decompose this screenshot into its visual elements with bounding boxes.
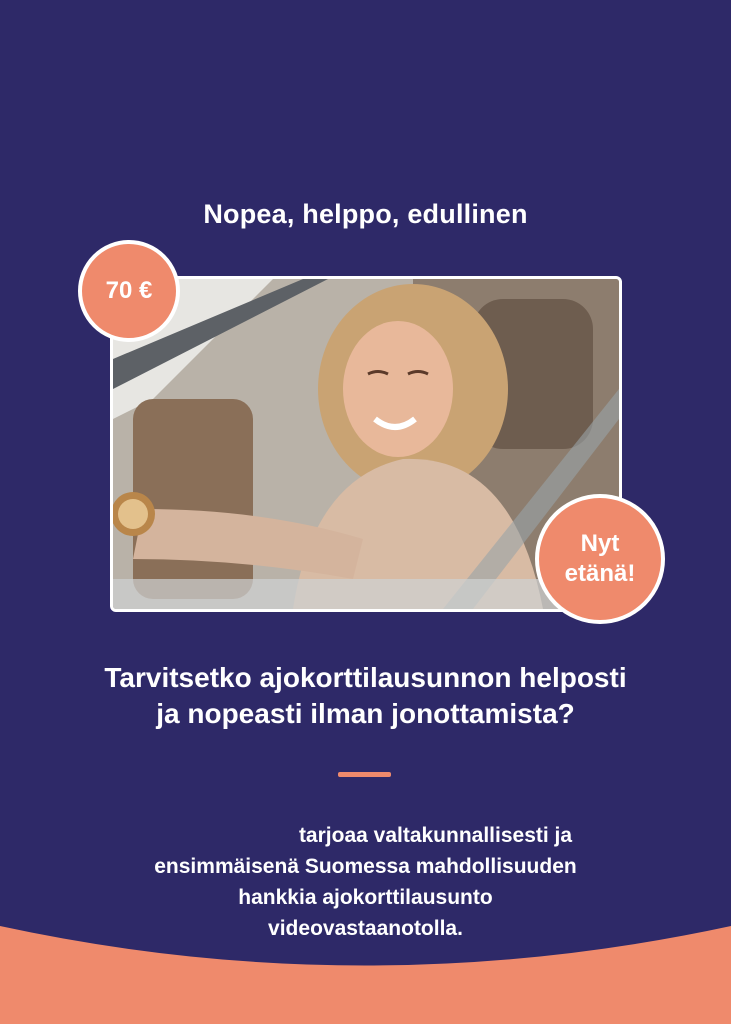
remote-badge bbox=[535, 494, 665, 624]
accent-divider bbox=[338, 772, 391, 777]
remote-badge-line2: etänä! bbox=[564, 560, 636, 587]
body-line4: videovastaanotolla. bbox=[268, 917, 463, 940]
price-label: 70 € bbox=[105, 277, 153, 304]
body-line3: hankkia ajokorttilausunto bbox=[238, 886, 493, 909]
body-line1: tarjoaa valtakunnallisesti ja bbox=[298, 824, 573, 847]
remote-badge-line1: Nyt bbox=[580, 530, 620, 557]
tagline: Nopea, helppo, edullinen bbox=[203, 199, 528, 229]
headline-line2: ja nopeasti ilman jonottamista? bbox=[156, 698, 575, 729]
price-badge bbox=[78, 240, 180, 342]
bottom-wave-decoration bbox=[0, 900, 731, 1024]
headline bbox=[60, 660, 671, 732]
body-line2: ensimmäisenä Suomessa mahdollisuuden bbox=[154, 855, 577, 878]
headline-line1: Tarvitsetko ajokorttilausunnon helposti bbox=[104, 662, 627, 693]
